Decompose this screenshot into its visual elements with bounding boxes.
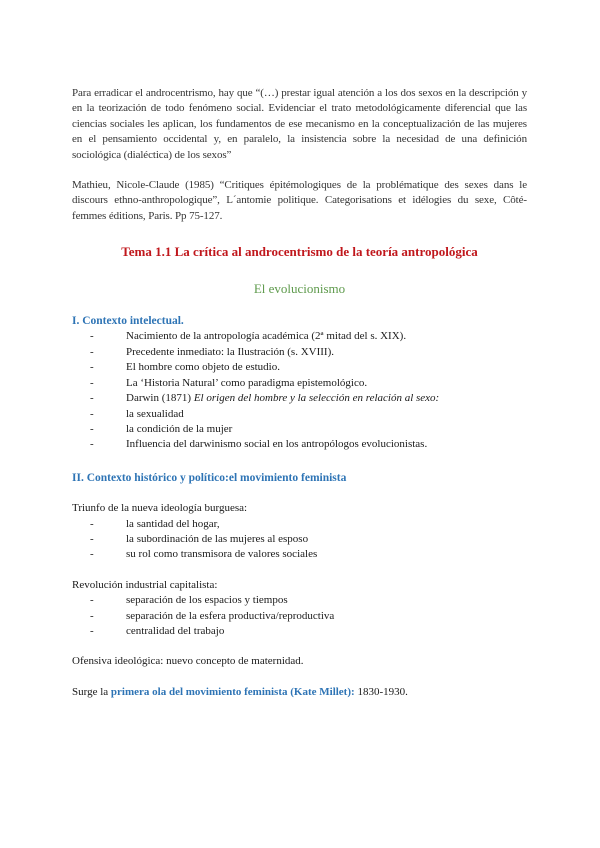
industrial-intro: Revolución industrial capitalista:	[72, 578, 218, 591]
ideological-offensive: Ofensiva ideológica: nuevo concepto de maternidad.	[72, 655, 304, 668]
list-item: - la santidad del hogar,	[90, 517, 527, 532]
citation: Mathieu, Nicole-Claude (1985) “Critiques épitémologiques de la problématique des sexes dans le discours ethno-anthropologique”, L´antomie politique. Categorisations et idélogies du sexe, Côté-femmes éditions, Paris. Pp 75-127.	[72, 179, 527, 222]
list-item: - centralidad del trabajo	[90, 624, 527, 639]
industrial-list	[72, 593, 527, 639]
bourgeois-list	[72, 517, 527, 563]
list-item: - Nacimiento de la antropología académica (2ª mitad del s. XIX).	[90, 329, 527, 344]
wave-highlight: primera ola del movimiento feminista (Kate Millet):	[110, 685, 355, 698]
list-item: - Influencia del darwinismo social en los antropólogos evolucionistas.	[90, 437, 527, 452]
list-item: - la condición de la mujer	[90, 422, 527, 437]
list-item: - separación de la esfera productiva/reproductiva	[90, 609, 527, 624]
first-wave-line	[72, 685, 527, 700]
section-heading-intellectual-context: I. Contexto intelectual.	[72, 315, 184, 328]
list-item-darwin	[90, 391, 527, 406]
intellectual-context-list	[72, 329, 527, 452]
list-item: - su rol como transmisora de valores sociales	[90, 547, 527, 562]
list-item: - la sexualidad	[90, 407, 527, 422]
topic-title: Tema 1.1 La crítica al androcentrismo de la teoría antropológica	[121, 244, 478, 260]
section-heading-historical-context: II. Contexto histórico y político:el movimiento feminista	[72, 471, 347, 484]
darwin-prefix: Darwin (1871)	[126, 392, 194, 405]
darwin-work-title: El origen del hombre y la selección en relación al sexo:	[193, 392, 440, 405]
intro-quote: Para erradicar el androcentrismo, hay que “(…) prestar igual atención a los dos sexos en la descripción y en la teorización de todo fenómeno social. Evidenciar el trato metodológicamente diferencial que las ciencias sociales les aplican, los fundamentos de ese mecanismo en la conceptualización de las mujeres en el pensamiento occidental y, en paralelo, la insistencia sobre la necesidad de una definición sociológica (dialéctica) de los sexos”	[72, 87, 527, 161]
bourgeois-intro: Triunfo de la nueva ideología burguesa:	[72, 502, 248, 515]
wave-prefix: Surge la	[72, 685, 111, 698]
list-item: - la subordinación de las mujeres al esposo	[90, 532, 527, 547]
list-item: - La ‘Historia Natural’ como paradigma epistemológico.	[90, 376, 527, 391]
list-item: - El hombre como objeto de estudio.	[90, 360, 527, 375]
list-item: - separación de los espacios y tiempos	[90, 593, 527, 608]
wave-suffix: 1830-1930.	[354, 685, 408, 698]
list-item: - Precedente inmediato: la Ilustración (s. XVIII).	[90, 345, 527, 360]
document-page	[72, 86, 527, 700]
topic-subtitle: El evolucionismo	[253, 280, 346, 296]
